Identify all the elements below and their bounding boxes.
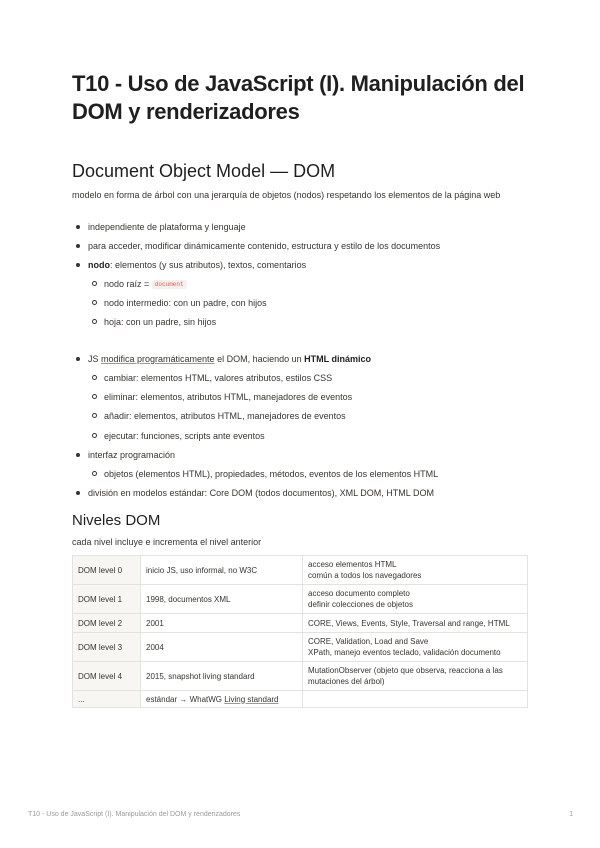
footer-title: T10 - Uso de JavaScript (I). Manipulación del DOM y renderizadores (28, 811, 241, 818)
section-heading-dom: Document Object Model — DOM (72, 161, 336, 181)
table-row (73, 614, 528, 633)
sub-list-item (104, 297, 267, 309)
features-cell (303, 556, 528, 585)
level-cell: DOM level 0 (73, 556, 141, 585)
list-item-text: JS (88, 354, 102, 364)
sub-list-item (104, 430, 265, 442)
desc-cell: 2015, snapshot living standard (141, 662, 303, 691)
circle-bullet-icon (92, 375, 97, 380)
dom-levels-table (72, 555, 528, 708)
table-row (73, 662, 528, 691)
features-cell (303, 614, 528, 633)
page-number: 1 (569, 811, 573, 818)
bullet-icon (76, 225, 80, 229)
feature-line: definir colecciones de objetos (308, 600, 413, 609)
table-row (73, 691, 528, 708)
bullet-icon (76, 453, 80, 457)
circle-bullet-icon (92, 471, 97, 476)
desc-cell: 2004 (141, 633, 303, 662)
feature-line: mutaciones del árbol) (308, 677, 385, 686)
list-item (88, 487, 434, 499)
circle-bullet-icon (92, 433, 97, 438)
feature-line: acceso documento completo (308, 589, 410, 598)
list-item (88, 240, 440, 252)
list-item-text: el DOM, haciendo un (214, 354, 305, 364)
list-item-text: división en modelos estándar: Core DOM (todos documentos), XML DOM, HTML DOM (88, 488, 434, 498)
desc-cell (141, 691, 303, 708)
table-row (73, 556, 528, 585)
list-item-text: independiente de plataforma y lenguaje (88, 222, 246, 232)
list-item (88, 353, 371, 365)
list-item-text: eliminar: elementos, atributos HTML, manejadores de eventos (104, 392, 353, 402)
inline-code: document (152, 280, 187, 289)
circle-bullet-icon (92, 300, 97, 305)
feature-line: CORE, Validation, Load and Save (308, 637, 429, 646)
desc-cell: inicio JS, uso informal, no W3C (141, 556, 303, 585)
list-item-text: ejecutar: funciones, scripts ante eventos (104, 431, 265, 441)
table-row (73, 585, 528, 614)
bullet-icon (76, 357, 80, 361)
feature-line: XPath, manejo eventos teclado, validación documento (308, 648, 501, 657)
sub-list-item (104, 410, 346, 422)
bullet-icon (76, 263, 80, 267)
features-cell (303, 633, 528, 662)
list-item-text: nodo raíz = (104, 279, 152, 289)
level-cell: DOM level 1 (73, 585, 141, 614)
living-standard-link[interactable]: Living standard (224, 694, 279, 704)
list-item (88, 449, 175, 461)
list-item (88, 259, 306, 271)
features-cell (303, 662, 528, 691)
circle-bullet-icon (92, 319, 97, 324)
list-item-text: objetos (elementos HTML), propiedades, métodos, eventos de los elementos HTML (104, 469, 439, 479)
list-item-text: nodo intermedio: con un padre, con hijos (104, 298, 267, 308)
sub-list-item (104, 372, 332, 384)
dom-definition: modelo en forma de árbol con una jerarquía de objetos (nodos) respetando los elementos de la página web (72, 190, 501, 200)
page-footer (28, 811, 573, 818)
features-cell (303, 585, 528, 614)
desc-text: estándar → WhatWG (146, 694, 225, 704)
list-item-text: : elementos (y sus atributos), textos, comentarios (110, 260, 307, 270)
feature-line: CORE, Views, Events, Style, Traversal and range, HTML (308, 618, 510, 628)
list-item (88, 221, 246, 233)
circle-bullet-icon (92, 413, 97, 418)
sub-list-item (104, 316, 216, 328)
page-title: T10 - Uso de JavaScript (I). Manipulación del DOM y renderizadores (72, 71, 525, 124)
desc-cell: 2001 (141, 614, 303, 633)
circle-bullet-icon (92, 281, 97, 286)
feature-line: acceso elementos HTML (308, 560, 397, 569)
list-item-text: para acceder, modificar dinámicamente contenido, estructura y estilo de los documentos (88, 241, 441, 251)
list-item-text: hoja: con un padre, sin hijos (104, 317, 217, 327)
sub-list-item (104, 278, 187, 290)
feature-line: común a todos los navegadores (308, 571, 422, 580)
level-cell: DOM level 2 (73, 614, 141, 633)
level-cell: DOM level 3 (73, 633, 141, 662)
term-bold: HTML dinámico (304, 354, 371, 364)
feature-line: MutationObserver (objeto que observa, reacciona a las (308, 666, 503, 675)
circle-bullet-icon (92, 394, 97, 399)
bullet-icon (76, 491, 80, 495)
sub-list-item (104, 391, 352, 403)
niveles-description: cada nivel incluye e incrementa el nivel anterior (72, 537, 262, 547)
desc-cell: 1998, documentos XML (141, 585, 303, 614)
bullet-icon (76, 244, 80, 248)
table-row (73, 633, 528, 662)
features-cell (303, 691, 528, 708)
level-cell: DOM level 4 (73, 662, 141, 691)
inline-link[interactable]: modifica programáticamente (101, 354, 215, 364)
list-item-text: añadir: elementos, atributos HTML, manejadores de eventos (104, 411, 346, 421)
list-item-text: cambiar: elementos HTML, valores atributos, estilos CSS (104, 373, 333, 383)
term-bold: nodo (88, 260, 110, 270)
section-heading-niveles: Niveles DOM (72, 512, 161, 529)
list-item-text: interfaz programación (88, 450, 176, 460)
sub-list-item (104, 468, 438, 480)
level-cell: ... (73, 691, 141, 708)
